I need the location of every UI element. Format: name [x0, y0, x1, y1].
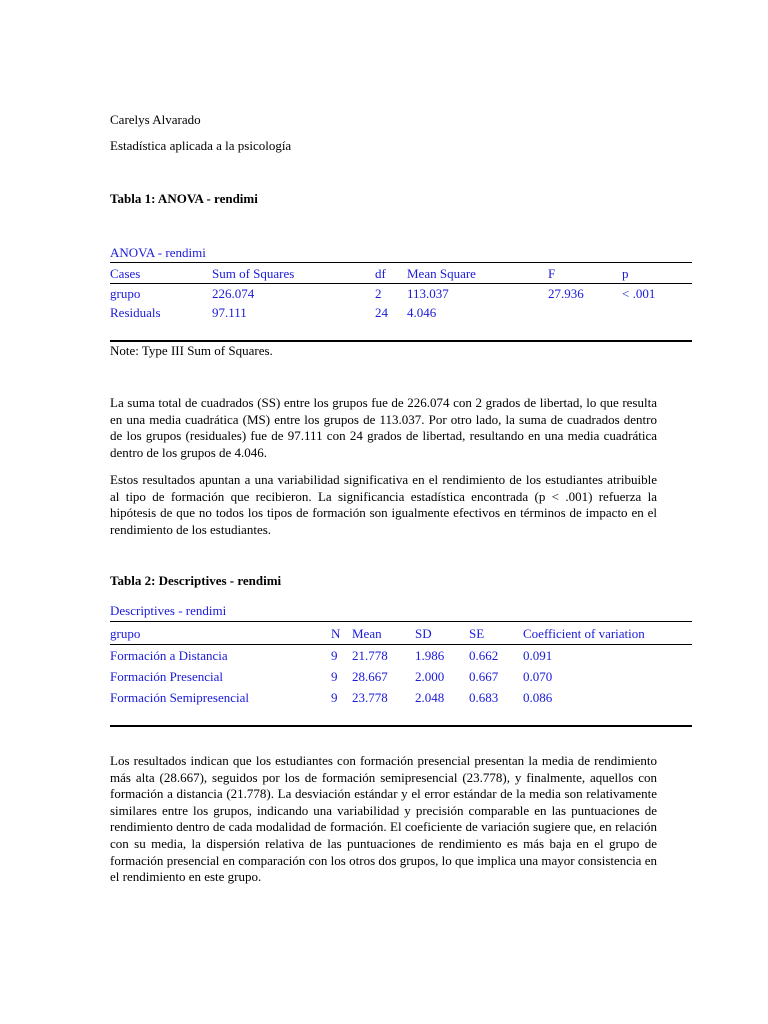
paragraph: Estos resultados apuntan a una variabilidad significativa en el rendimiento de los estudiantes atribuible al tipo de formación que recibieron. La significancia estadística encontrada (p < .001) refuerza la hipótesis de que no todos los tipos de formación son igualmente efectivos en términos de impacto en el rendimiento de los estudiantes. — [110, 472, 657, 537]
table1-cell: 2 — [375, 286, 382, 301]
paragraph: Los resultados indican que los estudiantes con formación presencial presentan la media de rendimiento más alta (28.667), seguidos por los de formación semipresencial (23.778), y finalmente, aquellos con formación a distancia (21.778). La desviación estándar y el error estándar de la media son relativamente similares entre los grupos, indicando una variabilidad y precisión comparable en las puntuaciones de rendimiento dentro de cada modalidad de formación. El coeficiente de variación sugiere que, en relación con su media, la dispersión relativa de las puntuaciones de rendimiento es más baja en el grupo de formación presencial en comparación con los otros dos grupos, lo que implica una mayor consistencia en el rendimiento en este grupo. — [110, 753, 657, 885]
table2-cell: 1.986 — [415, 648, 445, 663]
course-title: Estadística aplicada a la psicología — [110, 138, 292, 153]
table2-bottom-rule — [110, 725, 692, 727]
table1-col-df: df — [375, 266, 386, 281]
table1-cell: < .001 — [622, 286, 656, 301]
table2-cell: 2.048 — [415, 690, 445, 705]
table1-note: Note: Type III Sum of Squares. — [110, 343, 273, 358]
table1-cell: Residuals — [110, 305, 161, 320]
table2-top-rule — [110, 621, 692, 622]
table1-top-rule — [110, 262, 692, 263]
table1-col-f: F — [548, 266, 556, 281]
table2-cell: 0.091 — [523, 648, 553, 663]
table2-caption: Tabla 2: Descriptives - rendimi — [110, 573, 282, 588]
table1-cell: 97.111 — [212, 305, 247, 320]
table1-bottom-rule — [110, 340, 692, 342]
table2-col-sd: SD — [415, 626, 432, 641]
table2-cell: 23.778 — [352, 690, 388, 705]
table2-cell: 21.778 — [352, 648, 388, 663]
table1-col-cases: Cases — [110, 266, 141, 281]
table2-cell: 9 — [331, 669, 338, 684]
table1-cell: 4.046 — [407, 305, 437, 320]
table1-col-ms: Mean Square — [407, 266, 476, 281]
table2-cell: 0.683 — [469, 690, 499, 705]
table1-cell: 226.074 — [212, 286, 255, 301]
table2-col-grupo: grupo — [110, 626, 141, 641]
table2-title: Descriptives - rendimi — [110, 603, 227, 618]
table2-cell: 9 — [331, 690, 338, 705]
table1-header-rule — [110, 283, 692, 284]
table2-cell: Formación Semipresencial — [110, 690, 249, 705]
author-name: Carelys Alvarado — [110, 112, 201, 127]
table2-col-mean: Mean — [352, 626, 382, 641]
table1-cell: 24 — [375, 305, 388, 320]
table1-cell: grupo — [110, 286, 141, 301]
table1-col-ss: Sum of Squares — [212, 266, 295, 281]
table2-cell: 0.662 — [469, 648, 499, 663]
table2-cell: 2.000 — [415, 669, 445, 684]
table2-cell: 9 — [331, 648, 338, 663]
paragraph: La suma total de cuadrados (SS) entre los grupos fue de 226.074 con 2 grados de libertad, lo que resulta en una media cuadrática (MS) entre los grupos de 113.037. Por otro lado, la suma de cuadrados dentro de los grupos (residuales) fue de 97.111 con 24 grados de libertad, resultando en una media cuadrática dentro de los grupos de 4.046. — [110, 395, 657, 460]
table1-col-p: p — [622, 266, 629, 281]
table2-cell: 0.667 — [469, 669, 499, 684]
table2-cell: Formación a Distancia — [110, 648, 228, 663]
table2-col-cv: Coefficient of variation — [523, 626, 645, 641]
table2-cell: 28.667 — [352, 669, 388, 684]
table2-cell: 0.086 — [523, 690, 553, 705]
table2-header-rule — [110, 644, 692, 645]
table1-title: ANOVA - rendimi — [110, 245, 206, 260]
table2-cell: 0.070 — [523, 669, 553, 684]
table2-col-se: SE — [469, 626, 485, 641]
table2-col-n: N — [331, 626, 341, 641]
table2-cell: Formación Presencial — [110, 669, 223, 684]
table1-cell: 113.037 — [407, 286, 449, 301]
table1-cell: 27.936 — [548, 286, 584, 301]
table1-caption: Tabla 1: ANOVA - rendimi — [110, 191, 258, 206]
